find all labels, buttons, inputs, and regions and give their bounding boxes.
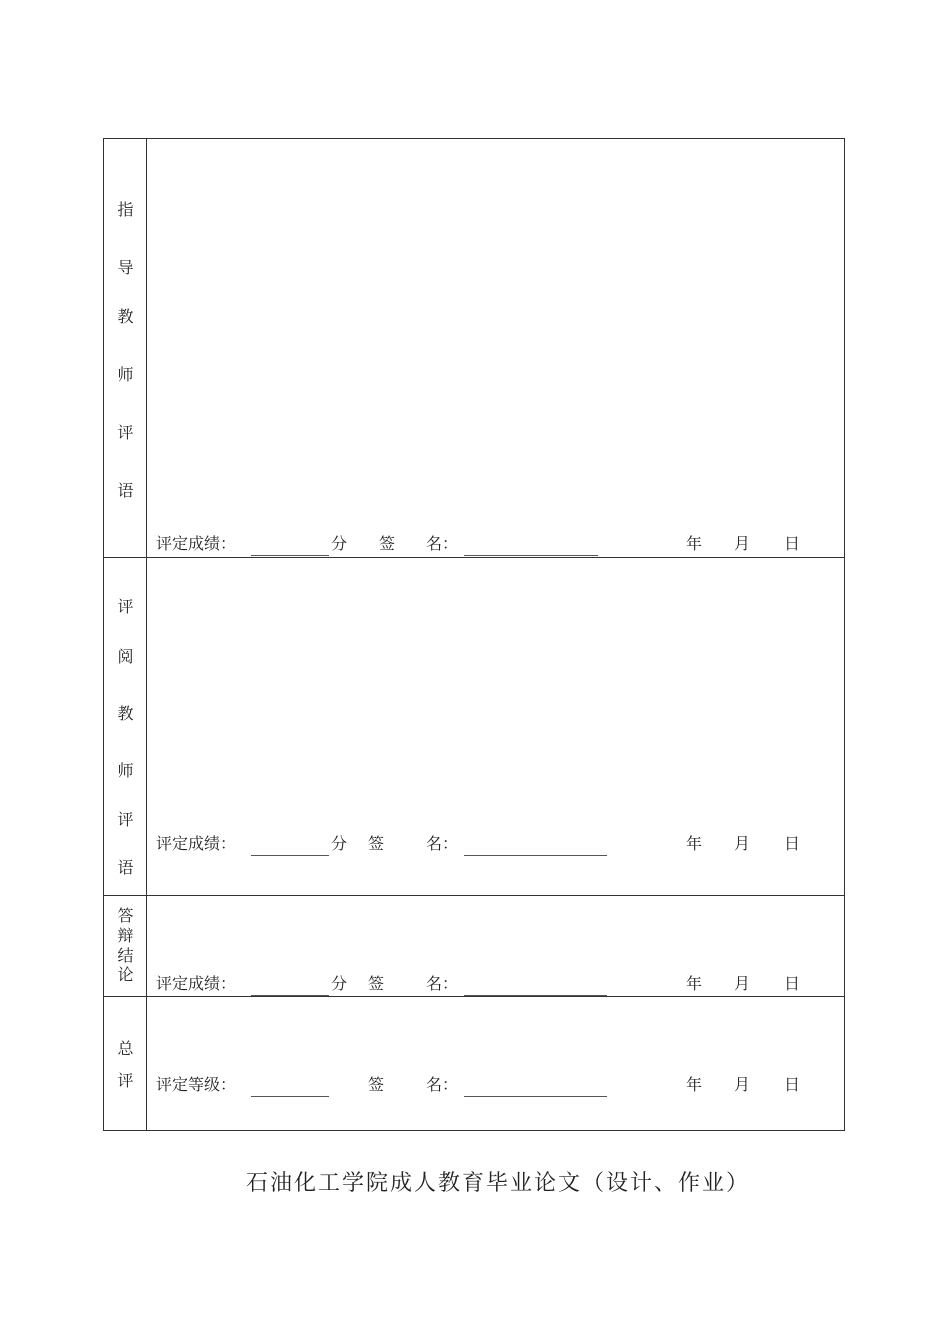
signature-field[interactable] bbox=[464, 833, 607, 856]
sign-label-colon: 名： bbox=[426, 834, 459, 853]
grade-label: 评定成绩： bbox=[156, 974, 237, 993]
reviewer-label-char: 语 bbox=[117, 858, 134, 877]
advisor-label-char: 评 bbox=[117, 423, 134, 442]
grade-level-field[interactable] bbox=[251, 1074, 329, 1097]
sign-label-colon: 名： bbox=[426, 974, 459, 993]
year-label: 年 bbox=[686, 834, 703, 853]
sign-label: 签 bbox=[368, 1075, 385, 1094]
defense-label-char: 辩 bbox=[117, 926, 134, 945]
day-label: 日 bbox=[784, 534, 801, 553]
defense-label-char: 答 bbox=[117, 906, 134, 925]
defense-label-char: 论 bbox=[117, 965, 134, 984]
score-field[interactable] bbox=[251, 833, 329, 856]
divider-advisor-reviewer bbox=[104, 557, 844, 558]
month-label: 月 bbox=[734, 534, 751, 553]
signature-field[interactable] bbox=[464, 973, 607, 996]
reviewer-label-char: 评 bbox=[117, 810, 134, 829]
score-field[interactable] bbox=[251, 533, 329, 556]
grade-label: 评定成绩： bbox=[156, 834, 237, 853]
reviewer-grade-row bbox=[156, 833, 844, 855]
day-label: 日 bbox=[784, 1075, 801, 1094]
advisor-grade-row bbox=[156, 533, 844, 555]
document-footer-title: 石油化工学院成人教育毕业论文（设计、作业） bbox=[245, 1171, 750, 1196]
month-label: 月 bbox=[734, 1075, 751, 1094]
month-label: 月 bbox=[734, 834, 751, 853]
year-label: 年 bbox=[686, 534, 703, 553]
advisor-label-char: 指 bbox=[117, 200, 134, 219]
advisor-label-char: 语 bbox=[117, 481, 134, 500]
overall-grade-row bbox=[156, 1074, 844, 1096]
sign-label: 签 bbox=[379, 534, 396, 553]
signature-field[interactable] bbox=[464, 1074, 607, 1097]
evaluation-form-table bbox=[103, 138, 845, 1131]
divider-reviewer-defense bbox=[104, 895, 844, 896]
day-label: 日 bbox=[784, 974, 801, 993]
defense-grade-row bbox=[156, 973, 844, 995]
sign-label: 签 bbox=[368, 974, 385, 993]
divider-defense-overall bbox=[104, 996, 844, 997]
advisor-label-char: 教 bbox=[117, 307, 134, 326]
month-label: 月 bbox=[734, 974, 751, 993]
reviewer-label-char: 师 bbox=[117, 761, 134, 780]
sign-label-colon: 名： bbox=[426, 534, 459, 553]
defense-label-char: 结 bbox=[117, 946, 134, 965]
sign-label-colon: 名： bbox=[426, 1075, 459, 1094]
signature-field[interactable] bbox=[464, 533, 598, 556]
grade-level-label: 评定等级： bbox=[156, 1075, 237, 1094]
advisor-label-char: 师 bbox=[117, 365, 134, 384]
reviewer-label-char: 评 bbox=[117, 597, 134, 616]
year-label: 年 bbox=[686, 974, 703, 993]
grade-label: 评定成绩： bbox=[156, 534, 237, 553]
score-field[interactable] bbox=[251, 973, 329, 996]
reviewer-label-char: 阅 bbox=[117, 647, 134, 666]
year-label: 年 bbox=[686, 1075, 703, 1094]
day-label: 日 bbox=[784, 834, 801, 853]
advisor-label-char: 导 bbox=[117, 258, 134, 277]
overall-label-char: 评 bbox=[117, 1071, 134, 1090]
score-unit: 分 bbox=[331, 834, 348, 853]
score-unit: 分 bbox=[331, 534, 348, 553]
score-unit: 分 bbox=[331, 974, 348, 993]
reviewer-label-char: 教 bbox=[117, 704, 134, 723]
sign-label: 签 bbox=[368, 834, 385, 853]
overall-label-char: 总 bbox=[117, 1039, 134, 1058]
